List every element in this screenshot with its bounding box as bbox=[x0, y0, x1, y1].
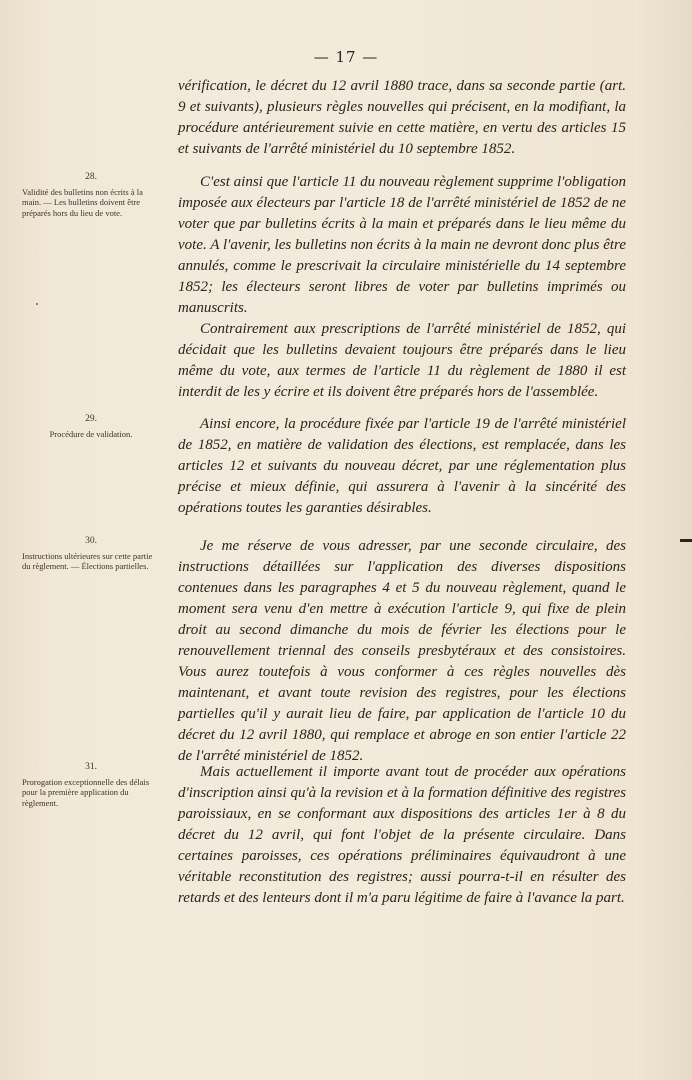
paragraph: Je me réserve de vous adresser, par une seconde circulaire, des instructions détaillées sur l'application des diverses dispositions contenues dans les paragraphes 4 et 5 du nouveau règlement, quand le moment sera venu d'en mettre à exécution l'article 9, qui fixe de plein droit au second dimanche du mois de février les élections pour le renouvellement triennal des conseils presbytéraux et des consistoires. Vous aurez toutefois à vous conformer à ces règles nouvelles dès maintenant, et avant toute revision des registres, pour les élections partielles qu'il y aurait lieu de faire, par application de l'article 10 du décret du 12 avril 1880, qui remplace et abroge en son entier l'article 22 de l'arrêté ministériel de 1852. bbox=[178, 538, 626, 764]
paragraph: Ainsi encore, la procédure fixée par l'article 19 de l'arrêté ministériel de 1852, en matière de validation des élections, est remplacée, dans les articles 12 et suivants du nouveau décret, par une réglementation plus précise et mieux définie, qui assurera à l'avenir à la sincérité des opérations toutes les garanties désirables. bbox=[178, 416, 626, 516]
section-28-text bbox=[178, 172, 626, 403]
paragraph: Mais actuellement il importe avant tout de procéder aux opérations d'inscription ainsi qu'à la revision et à la formation définitive des registres paroissiaux, en se conformant aux dispositions des articles 1er à 8 du décret du 12 avril, qui font l'objet de la présente circulaire. Dans certaines paroisses, ces opérations préliminaires équivaudront à une véritable reconstitution des registres; aussi pourra-t-il en résulter des retards et des lenteurs dont il m'a paru légitime de faire à l'avance la part. bbox=[178, 764, 626, 906]
margin-note-text: Procédure de validation. bbox=[49, 428, 133, 439]
margin-note-number: 28. bbox=[85, 172, 97, 182]
margin-note-text: Instructions ultérieures sur cette partie du règlement. — Élections partielles. bbox=[22, 550, 153, 571]
page-edge-mark bbox=[680, 539, 692, 542]
paragraph-continuation bbox=[178, 76, 626, 160]
section-30-text bbox=[178, 536, 626, 767]
section-29-text bbox=[178, 414, 626, 519]
margin-note-30 bbox=[22, 536, 160, 572]
margin-note-number: 30. bbox=[85, 536, 97, 546]
paper-speck bbox=[36, 303, 38, 305]
margin-note-number: 31. bbox=[85, 762, 97, 772]
margin-note-28 bbox=[22, 172, 160, 218]
margin-note-text: Validité des bulletins non écrits à la main. — Les bulletins doivent être préparés hors du lieu de vote. bbox=[22, 186, 143, 218]
paragraph: C'est ainsi que l'article 11 du nouveau règlement supprime l'obligation imposée aux électeurs par l'article 18 de l'arrêté ministériel de 1852 de ne voter que par bulletins écrits à la main et préparés dans le lieu même du vote. A l'avenir, les bulletins non écrits à la main ne devront donc plus être annulés, comme le prescrivait la circulaire ministérielle du 14 septembre 1852; les électeurs seront libres de voter par bulletins imprimés ou manuscrits. bbox=[178, 174, 626, 316]
paragraph: vérification, le décret du 12 avril 1880 trace, dans sa seconde partie (art. 9 et suivants), plusieurs règles nouvelles qui précisent, en la modifiant, la procédure antérieurement suivie en cette matière, en vertu des articles 15 et suivants de l'arrêté ministériel du 10 septembre 1852. bbox=[178, 78, 626, 157]
margin-note-text: Prorogation exceptionnelle des délais pour la première application du règlement. bbox=[22, 776, 150, 808]
margin-note-31 bbox=[22, 762, 160, 808]
margin-note-number: 29. bbox=[85, 414, 97, 424]
section-31-text bbox=[178, 762, 626, 909]
paragraph: Contrairement aux prescriptions de l'arrêté ministériel de 1852, qui décidait que les bulletins devaient toujours être préparés dans le lieu même du vote, aux termes de l'article 11 du règlement de 1880 il est interdit de les y écrire et ils doivent être préparés hors de l'assemblée. bbox=[178, 321, 626, 400]
page-number: — 17 — bbox=[313, 48, 379, 66]
margin-note-29 bbox=[22, 414, 160, 439]
